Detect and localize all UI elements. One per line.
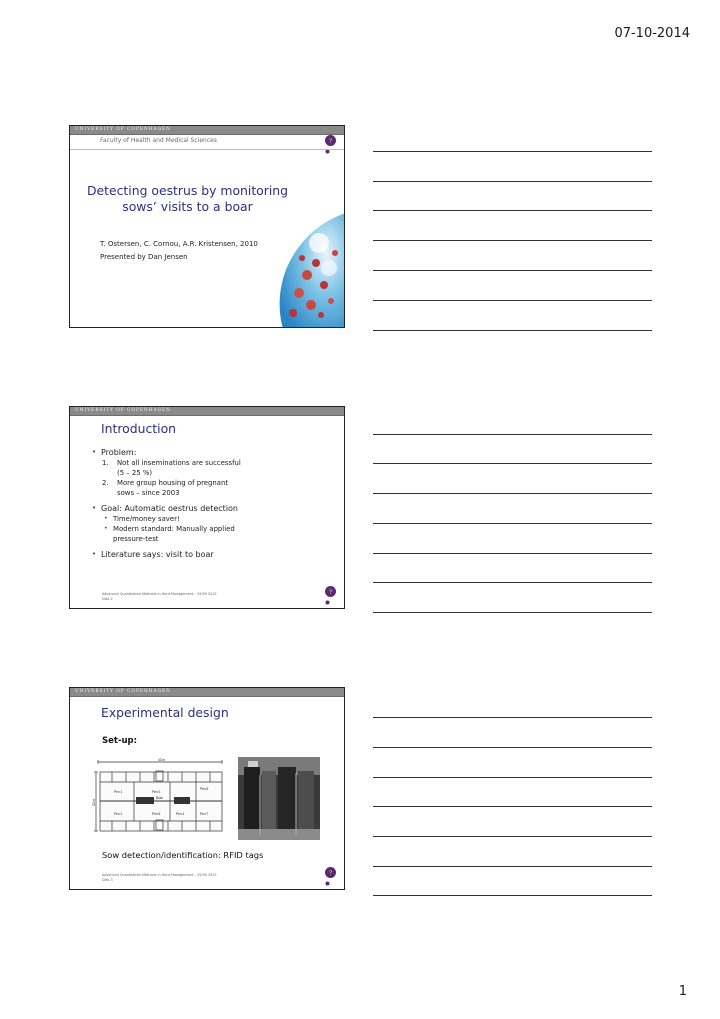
note-line [373, 866, 652, 867]
bullet-icon: • [104, 515, 108, 522]
note-line [373, 553, 652, 554]
slide-title-text [70, 183, 305, 215]
note-line [373, 300, 652, 301]
slide-header-bar [70, 407, 344, 416]
footer-slide-number: Dias 2 [102, 597, 113, 601]
note-line [373, 181, 652, 182]
authors-block [100, 238, 258, 264]
title-line: Detecting oestrus by monitoring [86, 183, 289, 198]
item-text: sows – since 2003 [117, 489, 180, 497]
slide-introduction [69, 406, 345, 609]
pen-label: Pen 5 [200, 787, 209, 791]
floorplan-width-label: 43 m [158, 758, 166, 762]
bullet-icon: • [92, 504, 97, 512]
svg-text:?: ? [329, 589, 332, 596]
footer-course: Advanced Quantitative Methods in Herd Management – 25/09 2013 [102, 592, 217, 596]
feeding-station-photo [238, 757, 320, 840]
bullet-icon: • [104, 525, 108, 532]
rfid-text: Sow detection/identification: RFID tags [102, 850, 264, 860]
bullet-item [86, 549, 316, 560]
svg-text:?: ? [329, 870, 332, 877]
bullet-icon: • [92, 448, 97, 456]
note-line [373, 151, 652, 152]
note-line [373, 270, 652, 271]
bullet-item [86, 447, 316, 458]
slide-header-bar [70, 126, 344, 135]
note-line [373, 523, 652, 524]
note-line [373, 240, 652, 241]
bullet-item [86, 503, 316, 514]
bullet-text: Problem: [101, 448, 137, 457]
pen-label: Pen 6 [152, 812, 161, 816]
setup-label: Set-up: [102, 736, 138, 746]
footer-course: Advanced Quantitative Methods in Herd Management – 25/09 2013 [102, 873, 217, 877]
bullet-text: Literature says: visit to boar [101, 550, 214, 559]
bullet-text: Goal: Automatic oestrus detection [101, 504, 238, 513]
slide-header-bar [70, 688, 344, 697]
authors: T. Ostersen, C. Cornou, A.R. Kristensen, 2010 [100, 240, 258, 248]
floorplan-diagram [92, 757, 226, 836]
slide-title [69, 125, 345, 328]
footer-slide-number: Dias 3 [102, 878, 113, 882]
decorative-image [269, 213, 345, 328]
floorplan-height-label: 20 m [92, 798, 96, 806]
university-name: UNIVERSITY OF COPENHAGEN [75, 127, 171, 132]
bullet-icon: • [92, 550, 97, 558]
slide-experimental-design [69, 687, 345, 890]
presenter: Presented by Dan Jensen [100, 253, 188, 261]
pen-label: Pen 7 [200, 812, 209, 816]
page-date: 07-10-2014 [614, 26, 690, 41]
university-seal-icon [323, 585, 338, 605]
boar-label: Boar [156, 796, 163, 800]
item-text: pressure-test [113, 535, 159, 543]
pen-label: Pen 3 [152, 790, 161, 794]
university-seal-icon [323, 866, 338, 886]
slide-footer [102, 592, 217, 602]
note-line [373, 717, 652, 718]
item-text: (5 – 25 %) [117, 469, 153, 477]
faculty-name: Faculty of Health and Medical Sciences [100, 137, 217, 144]
note-line [373, 777, 652, 778]
university-seal-icon [323, 134, 338, 154]
svg-text:?: ? [329, 138, 332, 145]
page-number: 1 [678, 984, 687, 999]
note-line [373, 895, 652, 896]
note-line [373, 210, 652, 211]
note-line [373, 612, 652, 613]
faculty-divider [70, 149, 344, 150]
note-line [373, 463, 652, 464]
note-line [373, 836, 652, 837]
note-line [373, 434, 652, 435]
item-text: Not all inseminations are successful [117, 459, 241, 467]
sub-bullet-item [86, 514, 316, 524]
item-number: 2. [102, 479, 109, 487]
university-name: UNIVERSITY OF COPENHAGEN [75, 689, 171, 694]
pen-label: Pen 4 [176, 812, 185, 816]
pen-label: Pen 2 [114, 812, 123, 816]
title-line: sows’ visits to a boar [122, 199, 253, 214]
item-text: More group housing of pregnant [117, 479, 229, 487]
slide-title-text: Introduction [101, 421, 177, 436]
numbered-item [86, 458, 316, 478]
slide-title-text: Experimental design [101, 705, 229, 720]
slide-footer [102, 873, 217, 883]
note-line [373, 806, 652, 807]
note-line [373, 747, 652, 748]
bullet-list [86, 447, 316, 560]
item-text: Modern standard: Manually applied [113, 525, 235, 533]
numbered-item [86, 478, 316, 498]
pen-label: Pen 1 [114, 790, 123, 794]
note-line [373, 330, 652, 331]
sub-bullet-item [86, 524, 316, 544]
note-line [373, 493, 652, 494]
university-name: UNIVERSITY OF COPENHAGEN [75, 408, 171, 413]
item-number: 1. [102, 459, 109, 467]
note-line [373, 582, 652, 583]
item-text: Time/money saver! [113, 515, 180, 523]
